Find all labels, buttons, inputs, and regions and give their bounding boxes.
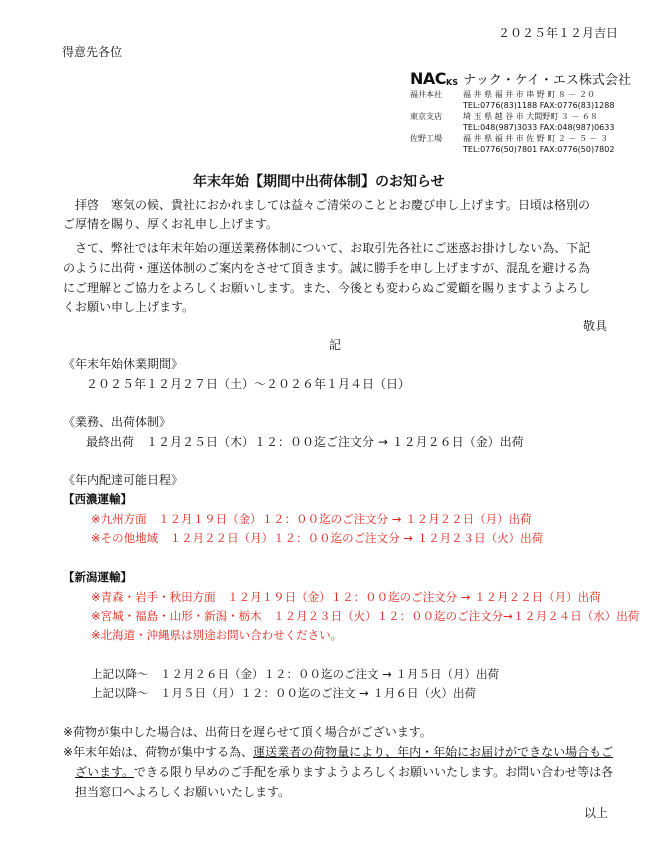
after-item: 上記以降～ １月５日（月）１２：００迄のご注文 → １月６日（火）出荷 — [91, 686, 476, 700]
office-label: 佐野工場 — [410, 134, 442, 143]
ki: 記 — [329, 338, 342, 352]
note-2-line-1: ※年末年始は、荷物が集中する為、運送業者の荷物量により、年内・年始にお届けができない場合もご — [63, 745, 614, 759]
issue-date: ２０２５年１２月吉日 — [498, 26, 619, 40]
niigata-item: ※宮城・福島・山形・新潟・栃木 １２月２３日（火）１２：００迄のご注文分→１２月２４日（水）出荷 — [91, 609, 640, 623]
business-heading: 《業務、出荷体制》 — [63, 415, 172, 429]
office-phone: TEL:048(987)3033 FAX:048(987)0633 — [463, 123, 615, 132]
after-item: 上記以降～ １２月２６日（金）１２：００迄のご注文 → １月５日（月）出荷 — [91, 667, 499, 681]
holiday-heading: 《年末年始休業期間》 — [63, 357, 184, 371]
note-2-underline: 運送業者の荷物量により、年内・年始にお届けができない場合もご — [253, 745, 614, 759]
intro-line: 拝啓 寒気の候、貴社におかれましては益々ご清栄のこととお慶び申し上げます。日頃は格別の — [75, 198, 591, 212]
intro-line: ご厚情を賜り、厚くお礼申し上げます。 — [63, 217, 279, 231]
last-ship: 最終出荷 １２月２５日（木）１２：００迄ご注文分 → １２月２６日（金）出荷 — [86, 435, 524, 449]
page-title: 年末年始【期間中出荷体制】のお知らせ — [193, 174, 445, 190]
recipient: 得意先各位 — [62, 45, 123, 59]
holiday-period: ２０２５年１２月２７日（土）～２０２６年１月４日（日） — [86, 377, 411, 391]
note-2-line-3: 担当窓口へよろしくお願いいたします。 — [75, 785, 291, 799]
office-label: 福井本社 — [410, 90, 442, 99]
intro-line: さて、弊社では年末年始の運送業務体制について、お取引先各社にご迷惑お掛けしない為、下記 — [75, 241, 591, 255]
keigu: 敬具 — [583, 319, 608, 333]
office-address: 福 井 県 福 井 市 佐 野 町 ２ － ５ － ３ — [463, 134, 609, 143]
note-2-underline: ざいます。 — [75, 765, 135, 779]
intro-line: にご理解とご協力をよろしくお願いします。また、今後とも変わらぬご愛顧を賜りますようよろし — [63, 281, 591, 295]
office-phone: TEL:0776(83)1188 FAX:0776(83)1288 — [463, 101, 615, 110]
intro-line: のように出荷・運送体制のご案内をさせて頂きます。誠に勝手を申し上げますが、混乱を避ける為 — [63, 261, 591, 275]
note-2-line-2: ざいます。できる限り早めのご手配を承りますようよろしくお願いいたします。お問い合わせ等は各 — [75, 765, 614, 779]
niigata-heading: 【新潟運輸】 — [63, 570, 132, 584]
office-address: 福 井 県 福 井 市 串 野 町 ８ － ２０ — [463, 90, 595, 99]
company-name: ナック・ケイ・エス株式会社 — [463, 73, 631, 88]
niigata-item: ※青森・岩手・秋田方面 １２月１９日（金）１２：００迄のご注文分 → １２月２２日（月）出荷 — [91, 590, 601, 604]
note-1: ※荷物が集中した場合は、出荷日を遅らせて頂く場合がございます。 — [63, 725, 432, 739]
seino-item: ※九州方面 １２月１９日（金）１２：００迄のご注文分 → １２月２２日（月）出荷 — [91, 512, 532, 526]
seino-heading: 【西濃運輸】 — [63, 492, 132, 506]
seino-item: ※その他地域 １２月２２日（月）１２：００迄のご注文分 → １２月２３日（火）出荷 — [91, 531, 544, 545]
intro-line: くお願い申し上げます。 — [63, 300, 195, 314]
delivery-heading: 《年内配達可能日程》 — [63, 473, 184, 487]
office-address: 埼 玉 県 越 谷 市 大間野町 ３ － ６８ — [463, 112, 598, 121]
niigata-item: ※北海道・沖縄県は別途お問い合わせください。 — [91, 628, 343, 642]
office-phone: TEL:0776(50)7801 FAX:0776(50)7802 — [463, 145, 615, 154]
closing: 以上 — [584, 806, 609, 820]
company-logo: NACKS ナック・ケイ・エス株式会社 — [410, 69, 631, 88]
office-label: 東京支店 — [410, 112, 442, 121]
